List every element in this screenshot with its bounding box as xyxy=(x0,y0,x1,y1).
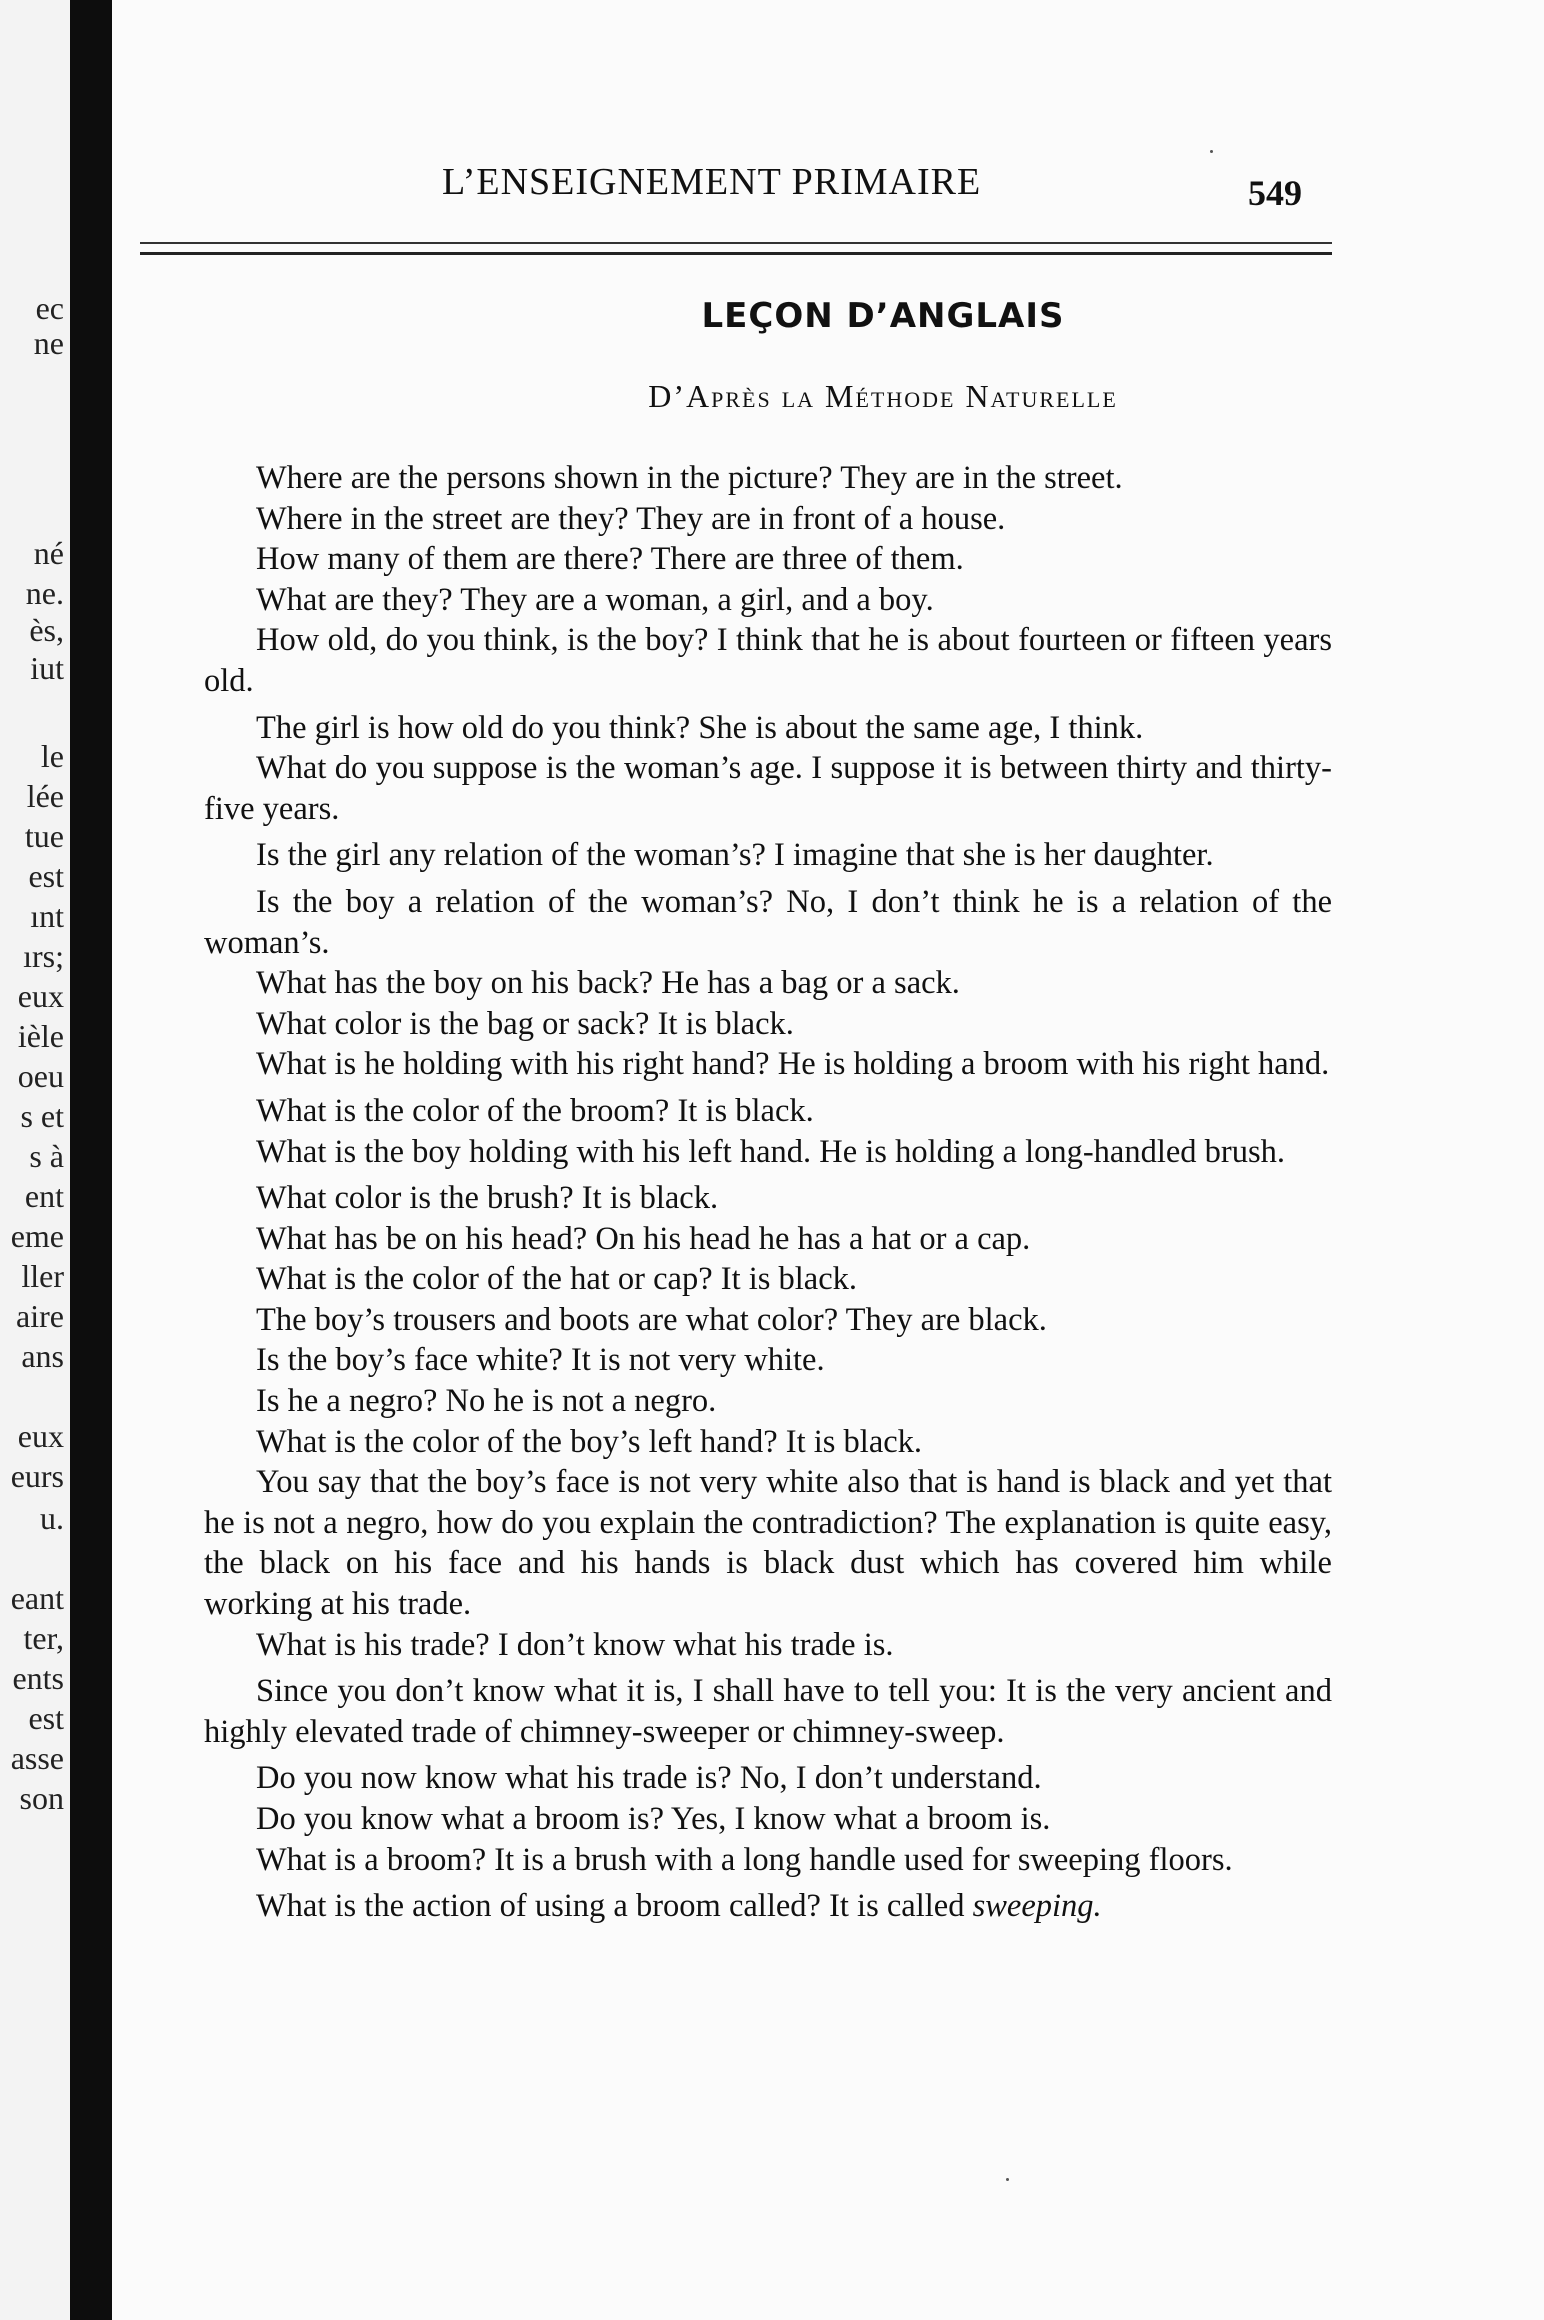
facing-page-fragment: né xyxy=(33,535,64,571)
facing-page-fragment: est xyxy=(28,858,64,894)
dialogue-paragraph: Is the girl any relation of the woman’s? I imagine that she is her daughter. xyxy=(256,837,1214,874)
dialogue-paragraph: Is he a negro? No he is not a negro. xyxy=(256,1383,717,1420)
dialogue-paragraph: Since you don’t know what it is, I shall have to tell you: It is the very ancient and highly elevated trade of chimney-sweeper or chimney-sweep. xyxy=(204,1673,1332,1750)
dialogue-paragraph: What is the color of the boy’s left hand? It is black. xyxy=(256,1423,923,1460)
facing-page-fragment: aire xyxy=(16,1298,64,1334)
facing-page-fragment: ller xyxy=(21,1258,64,1294)
facing-page-fragment: son xyxy=(19,1780,64,1816)
dialogue-paragraph: Do you now know what his trade is? No, I don’t understand. xyxy=(256,1760,1042,1797)
dialogue-paragraph: What is his trade? I don’t know what his trade is. xyxy=(256,1626,894,1663)
dialogue-paragraph: What is a broom? It is a brush with a long handle used for sweeping floors. xyxy=(256,1841,1233,1878)
dialogue-paragraph: The girl is how old do you think? She is about the same age, I think. xyxy=(256,709,1144,746)
dialogue-paragraph: What do you suppose is the woman’s age. I suppose it is between thirty and thirty-five years. xyxy=(204,750,1332,827)
facing-page-edge xyxy=(0,0,70,2320)
facing-page-fragment: ter, xyxy=(23,1620,64,1656)
dialogue-paragraph: How many of them are there? There are three of them. xyxy=(256,541,964,578)
dialogue-paragraph: What is he holding with his right hand? He is holding a broom with his right hand. xyxy=(256,1046,1330,1083)
page-number: 549 xyxy=(1248,173,1302,213)
dialogue-paragraph: What color is the brush? It is black. xyxy=(256,1180,719,1217)
dialogue-paragraph: What has the boy on his back? He has a bag or a sack. xyxy=(256,965,960,1002)
facing-page-fragment: iut xyxy=(30,650,64,686)
facing-page-fragment: ièle xyxy=(17,1018,64,1054)
lesson-subtitle: D’Après la Méthode Naturelle xyxy=(648,378,1118,414)
dialogue-paragraph: What is the boy holding with his left hand. He is holding a long-handled brush. xyxy=(256,1133,1286,1170)
facing-page-fragment: tue xyxy=(24,818,64,854)
facing-page-fragment: oeu xyxy=(17,1058,64,1094)
facing-page-fragment: asse xyxy=(10,1740,64,1776)
facing-page-fragment: ès, xyxy=(29,612,64,648)
facing-page-fragment: s et xyxy=(20,1098,64,1134)
last-paragraph-text: What is the action of using a broom called? It is called xyxy=(256,1888,973,1925)
header-rule-thin xyxy=(140,242,1332,244)
dialogue-paragraph: What is the color of the broom? It is black. xyxy=(256,1092,814,1129)
facing-page-fragment: est xyxy=(28,1700,64,1736)
facing-page-fragment: lée xyxy=(26,778,64,814)
facing-page-fragment: ents xyxy=(12,1660,64,1696)
lesson-title: LEÇON D’ANGLAIS xyxy=(701,296,1065,336)
facing-page-fragment: ınt xyxy=(30,898,64,934)
dialogue-paragraph: How old, do you think, is the boy? I think that he is about fourteen or fifteen years old. xyxy=(204,622,1332,699)
book-gutter xyxy=(70,0,112,2320)
lesson-body xyxy=(204,458,1332,1927)
dialogue-paragraph: What color is the bag or sack? It is black. xyxy=(256,1005,794,1042)
facing-page-fragment: eant xyxy=(10,1580,64,1616)
facing-page-fragment: eme xyxy=(10,1218,64,1254)
speck-mark xyxy=(1210,150,1213,153)
facing-page-fragment: eurs xyxy=(10,1458,64,1494)
facing-page-fragment: ent xyxy=(24,1178,64,1214)
running-title: L’ENSEIGNEMENT PRIMAIRE xyxy=(442,161,982,203)
dialogue-paragraph: The boy’s trousers and boots are what color? They are black. xyxy=(256,1301,1047,1338)
dialogue-paragraph: Where in the street are they? They are in front of a house. xyxy=(256,500,1006,537)
facing-page-fragment: eux xyxy=(17,1418,64,1454)
speck-mark xyxy=(1006,2178,1009,2181)
dialogue-paragraph: Is the boy’s face white? It is not very white. xyxy=(256,1342,825,1379)
dialogue-paragraph: What is the color of the hat or cap? It is black. xyxy=(256,1261,858,1298)
facing-page-fragment: s à xyxy=(29,1138,64,1174)
dialogue-paragraph: Where are the persons shown in the picture? They are in the street. xyxy=(256,460,1123,496)
facing-page-fragment: ec xyxy=(35,290,64,326)
facing-page-fragment: ırs; xyxy=(23,938,64,974)
dialogue-paragraph: What are they? They are a woman, a girl, and a boy. xyxy=(256,581,934,618)
book-page xyxy=(112,0,1544,2320)
facing-page-fragment: ans xyxy=(21,1338,64,1374)
dialogue-paragraph: Is the boy a relation of the woman’s? No, I don’t think he is a relation of the woman’s. xyxy=(204,883,1332,961)
last-paragraph xyxy=(204,1886,1332,1927)
header-rule-thick xyxy=(140,252,1332,255)
facing-page-fragment: u. xyxy=(40,1500,64,1536)
facing-page-fragment: le xyxy=(40,738,64,774)
facing-page-fragment: ne xyxy=(33,325,64,361)
dialogue-paragraph: You say that the boy’s face is not very white also that is hand is black and yet that he is not a negro, how do you explain the contradiction? The explanation is quite easy, the black on his face and his hands is black dust which has covered him while working at his trade. xyxy=(204,1464,1332,1623)
last-paragraph-emphasis: sweeping. xyxy=(972,1888,1102,1925)
facing-page-fragment: ne. xyxy=(25,575,64,611)
facing-page-fragment: eux xyxy=(17,978,64,1014)
dialogue-paragraph: What has be on his head? On his head he has a hat or a cap. xyxy=(256,1220,1031,1257)
dialogue-paragraph: Do you know what a broom is? Yes, I know what a broom is. xyxy=(256,1801,1051,1837)
